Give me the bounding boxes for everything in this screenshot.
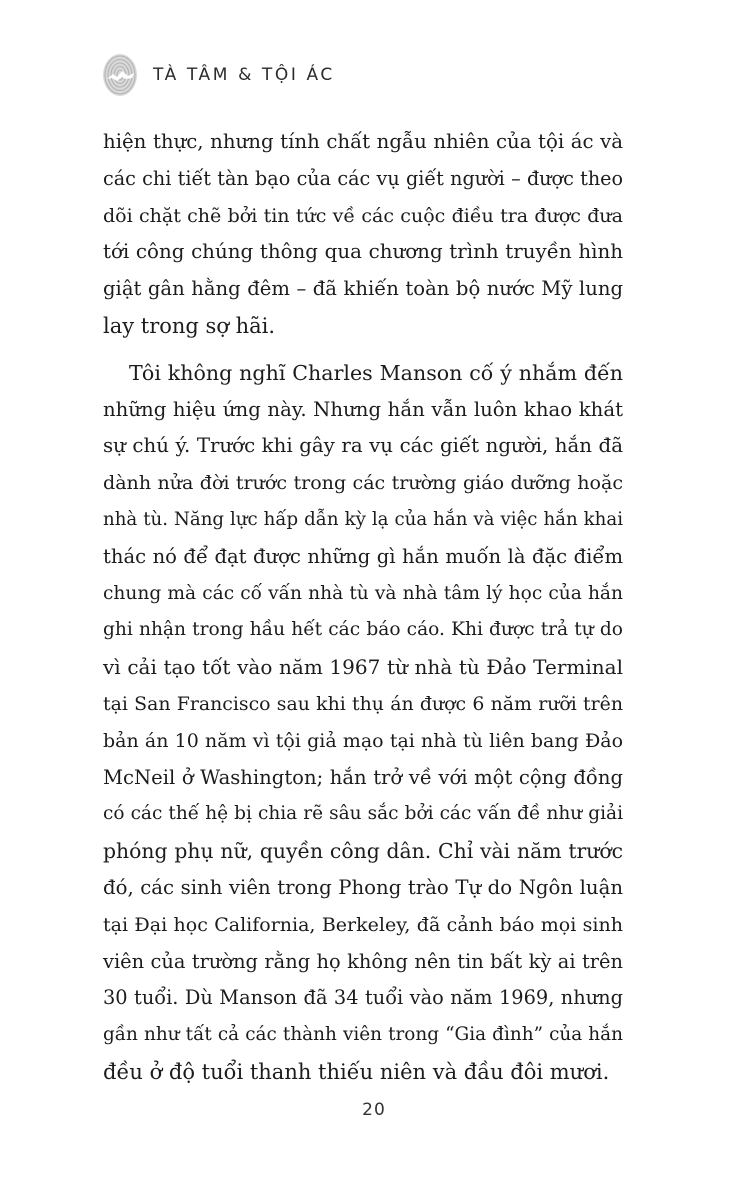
text-line: tại Đại học California, Berkeley, đã cảnh báo mọi sinh: [103, 913, 623, 936]
header-title: TÀ TÂM & TỘI ÁC: [153, 65, 335, 85]
text-line: ghi nhận trong hầu hết các báo cáo. Khi được trả tự do: [103, 619, 623, 641]
text-line: 30 tuổi. Dù Manson đã 34 tuổi vào năm 1969, nhưng: [103, 986, 623, 1010]
text-line: thác nó để đạt được những gì hắn muốn là đặc điểm: [103, 544, 623, 568]
paragraph: [103, 355, 623, 1091]
text-line: tại San Francisco sau khi thụ án được 6 năm rưỡi trên: [103, 692, 623, 715]
text-line: lay trong sợ hãi.: [103, 313, 276, 338]
page-number: 20: [362, 1100, 386, 1120]
text-line: dõi chặt chẽ bởi tin tức về các cuộc điều tra được đưa: [103, 204, 623, 227]
text-line: vì cải tạo tốt vào năm 1967 từ nhà tù Đảo Terminal: [103, 655, 623, 680]
text-line: dành nửa đời trước trong các trường giáo dưỡng hoặc: [103, 472, 623, 495]
text-line: có các thế hệ bị chia rẽ sâu sắc bởi các vấn đề như giải: [103, 803, 623, 825]
text-line: gần như tất cả các thành viên trong “Gia đình” của hắn: [103, 1024, 623, 1046]
text-line: nhà tù. Năng lực hấp dẫn kỳ lạ của hắn và việc hắn khai: [103, 508, 623, 530]
text-line: các chi tiết tàn bạo của các vụ giết người – được theo: [103, 166, 623, 190]
text-line: chung mà các cố vấn nhà tù và nhà tâm lý học của hắn: [103, 582, 623, 604]
text-line: bản án 10 năm vì tội giả mạo tại nhà tù liên bang Đảo: [103, 729, 623, 752]
text-line: sự chú ý. Trước khi gây ra vụ các giết người, hắn đã: [103, 434, 623, 458]
text-line: viên của trường rằng họ không nên tin bất kỳ ai trên: [103, 949, 623, 973]
text-line: phóng phụ nữ, quyền công dân. Chỉ vài năm trước: [103, 839, 623, 864]
text-line: Tôi không nghĩ Charles Manson cố ý nhắm đến: [129, 360, 623, 385]
text-line: giật gân hằng đêm – đã khiến toàn bộ nước Mỹ lung: [103, 277, 623, 301]
body-text: [103, 124, 623, 1091]
text-line: McNeil ở Washington; hắn trở về với một cộng đồng: [103, 765, 623, 789]
text-line: đều ở độ tuổi thanh thiếu niên và đầu đôi mươi.: [103, 1059, 610, 1084]
text-line: hiện thực, nhưng tính chất ngẫu nhiên của tội ác và: [103, 130, 623, 153]
text-line: đó, các sinh viên trong Phong trào Tự do Ngôn luận: [103, 875, 623, 899]
text-line: tới công chúng thông qua chương trình truyền hình: [103, 240, 623, 264]
fingerprint-icon: [101, 52, 139, 98]
text-line: những hiệu ứng này. Nhưng hắn vẫn luôn khao khát: [103, 397, 623, 421]
paragraph: [103, 124, 623, 345]
running-header: [101, 52, 335, 98]
